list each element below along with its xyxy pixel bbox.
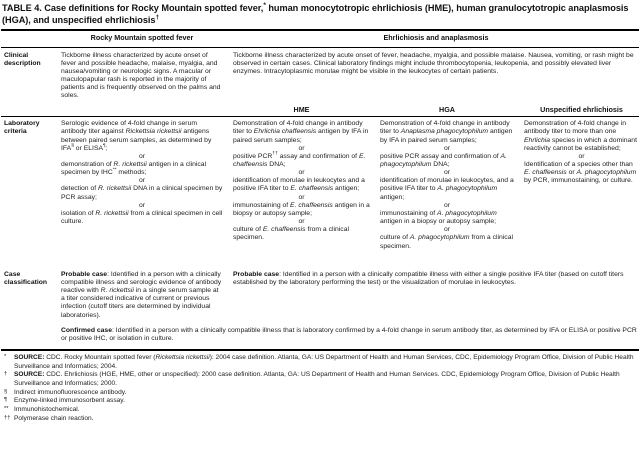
subheader-hme: HME — [293, 104, 310, 114]
footnote-text: Indirect immunofluorescence antibody. — [14, 388, 127, 396]
col-header-rmsf: Rocky Mountain spotted fever — [90, 33, 194, 42]
subheader-spacer-rmsf — [61, 106, 233, 115]
footnote-text: Polymerase chain reaction. — [14, 414, 94, 422]
footnote-item — [2, 406, 637, 415]
subheader-spacer — [1, 106, 61, 115]
footnote-item — [2, 354, 637, 371]
column-header-row — [1, 31, 639, 47]
footnote-symbol: † — [4, 371, 8, 378]
footnote-item — [2, 389, 637, 398]
clinical-ehrlichiosis-text: Tickborne illness characterized by acute onset of fever, headache, myalgia, and possible malaise. Nausea, vomiting, or rash might be observed in certain cases. Clinical laboratory findings might include thrombocytopenia, leukopenia, and possibly elevated liver enzymes. Intracytoplasmic morulae might be visible in the leukocytes of certain patients. — [233, 51, 634, 75]
footnote-item — [2, 397, 637, 406]
footnotes — [1, 351, 639, 426]
case-row-label: Case classification — [4, 270, 48, 286]
clinical-rmsf-text: Tickborne illness characterized by acute onset of fever and possible headache, malaise, myalgia, and nausea/vomiting or neurologic signs. A macular or maculopapular rash is reported in the majority of patients and is frequently observed on the palms and soles. — [61, 51, 221, 100]
laboratory-hme-text: Demonstration of 4-fold change in antibody titer to Ehrlichia chaffeensis antigen by IFA in paired serum samples; or positive PCR†† assay and confirmation of E. chaffeensis DNA; or identification of morulae in leukocytes and a positive IFA titer to E. chaffeensis antigen; or immunostaining of E. chaffeensis antigen in a biopsy or autopsy sample; or culture of E. chaffeensis from a clinical specimen. — [233, 120, 370, 242]
row-clinical-description — [1, 48, 639, 103]
header-spacer — [1, 34, 61, 43]
footnote-text: Enzyme-linked immunosorbent assay. — [14, 397, 125, 405]
confirmed-case-text: Confirmed case: Identified in a person with a clinically compatible illness that is laboratory confirmed by a 4-fold change in serum antibody titer, as determined by IFA or ELISA or positive PCR or positive IHC, or isolation in culture. — [61, 326, 637, 342]
footnote-symbol: ** — [4, 406, 9, 413]
row-laboratory-criteria — [1, 117, 639, 257]
laboratory-unspecified-text: Demonstration of 4-fold change in antibody titer to more than one Ehrlichia species in which a dominant reactivity cannot be established; or Identification of a species other than E. chaffeensis or A. phagocytophilum by PCR, immunostaining, or culture. — [524, 120, 637, 185]
laboratory-row-label: Laboratory criteria — [4, 120, 40, 136]
footnote-text: SOURCE: CDC. Rocky Mountain spotted fever (Rickettsia rickettsii): 2004 case definition. Atlanta, GA: US Department of Health and Human Services, CDC, Epidemiology Program Office, Division of Public Health Surveillance and Informatics; 2004. — [14, 353, 634, 370]
confirmed-spacer — [1, 327, 61, 343]
footnote-symbol: * — [4, 353, 7, 360]
case-ehrlichiosis-probable-text: Probable case: Identified in a person with a clinically compatible illness with either a single positive IFA titer (based on cutoff titers established by the laboratory performing the test) or the visualization of morulae in leukocytes. — [233, 270, 624, 286]
footnote-symbol: †† — [4, 414, 11, 421]
table-title: TABLE 4. Case definitions for Rocky Mountain spotted fever,* human monocytotropic ehrlichiosis (HME), human granulocytotropic anaplasmosis (HGA), and unspecified ehrlichiosis† — [2, 1, 629, 25]
footnote-item — [2, 371, 637, 388]
laboratory-hga-text: Demonstration of 4-fold change in antibody titer to Anaplasma phagocytophilum antigen by IFA in paired serum samples; or positive PCR assay and confirmation of A. phagocytophilum DNA; or identification of morulae in leukocytes, and a positive IFA titer to A. phagocytophilum antigen; or immunostaining of A. phagocytophilum antigen in a biopsy or autopsy sample; or culture of A. phagocytophilum from a clinical specimen. — [380, 120, 514, 250]
subheader-row — [1, 103, 639, 117]
laboratory-rmsf-text: Serologic evidence of 4-fold change in serum antibody titer against Rickettsia rickettsii antigens between paired serum samples, as determined by IFA§ or ELISA¶; or demonstration of R. rickettsii antigen in a clinical specimen by IHC** methods; or detection of R. rickettsii DNA in a clinical specimen by PCR assay; or isolation of R. rickettsii from a clinical specimen in cell culture. — [61, 120, 223, 226]
col-header-ehrlichiosis-anaplasmosis: Ehrlichiosis and anaplasmosis — [383, 33, 489, 42]
subheader-unspecified: Unspecified ehrlichiosis — [540, 104, 623, 114]
footnote-symbol: § — [4, 388, 8, 395]
footnote-text: Immunohistochemical. — [14, 406, 80, 414]
case-rmsf-probable-text: Probable case: Identified in a person with a clinically compatible illness and serologic evidence of antibody reactive with R. rickettsii in a single serum sample at a titer considered indicative of current or previous infection (cutoff titers are determined by individual laboratories). — [61, 270, 222, 319]
row-case-classification — [1, 271, 639, 320]
footnote-symbol: ¶ — [4, 397, 8, 404]
footnote-text: SOURCE: CDC. Ehrlichiosis (HGE, HME, other or unspecified): 2000 case definition. Atlanta, GA: US Department of Health and Human Services. CDC, Epidemiology Program Office, Division of Public Health Surveillance and Informatics; 2000. — [14, 371, 620, 388]
row-confirmed-case — [1, 327, 639, 349]
footnote-item — [2, 415, 637, 424]
clinical-row-label: Clinical description — [4, 51, 41, 67]
subheader-hga: HGA — [439, 104, 455, 114]
